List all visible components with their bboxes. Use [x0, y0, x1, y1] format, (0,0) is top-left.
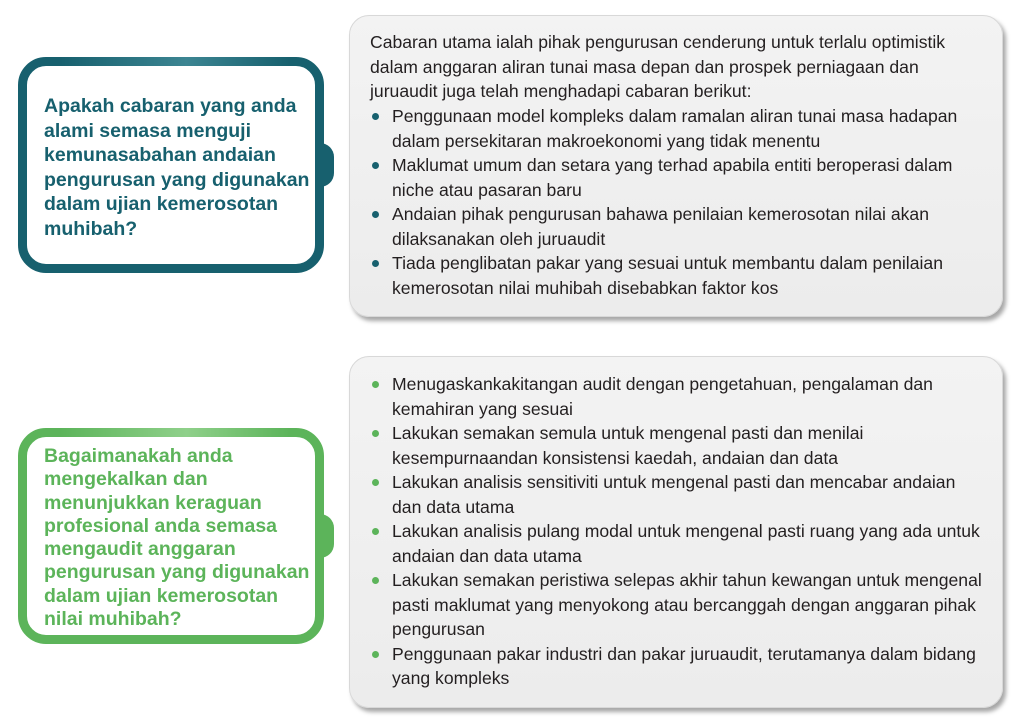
question-box-connector — [320, 514, 334, 558]
list-item: Penggunaan model kompleks dalam ramalan aliran tunai masa hadapan dalam persekitaran makroekonomi yang tidak menentu — [370, 104, 986, 153]
question-box-challenges — [18, 57, 324, 273]
question-challenges: Apakah cabaran yang anda alami semasa menguji kemunasabahan andaian pengurusan yang digunakan dalam ujian kemerosotan muhibah? — [44, 95, 310, 240]
bullet-icon — [372, 162, 379, 169]
list-item: Lakukan semakan peristiwa selepas akhir tahun kewangan untuk mengenal pasti maklumat yang menyokong atau bercanggah dengan anggaran pihak pengurusan — [370, 568, 986, 642]
question-box-highlight — [60, 57, 290, 66]
bullet-icon — [372, 260, 379, 267]
bullet-icon — [372, 479, 379, 486]
answer-intro: Cabaran utama ialah pihak pengurusan cenderung untuk terlalu optimistik dalam anggaran aliran tunai masa depan dan prospek perniagaan dan juruaudit juga telah menghadapi cabaran berikut: — [370, 32, 946, 101]
bullet-icon — [372, 651, 379, 658]
list-item: Menugaskankakitangan audit dengan pengetahuan, pengalaman dan kemahiran yang sesuai — [370, 372, 986, 421]
bullet-icon — [372, 381, 379, 388]
bullet-icon — [372, 430, 379, 437]
bullet-icon — [372, 577, 379, 584]
list-item: Lakukan analisis pulang modal untuk mengenal pasti ruang yang ada untuk andaian dan data utama — [370, 519, 986, 568]
list-item: Lakukan analisis sensitiviti untuk mengenal pasti dan mencabar andaian dan data utama — [370, 470, 986, 519]
list-item: Andaian pihak pengurusan bahawa penilaian kemerosotan nilai akan dilaksanakan oleh juruaudit — [370, 202, 986, 251]
question-skepticism: Bagaimanakah anda mengekalkan dan menunjukkan keraguan profesional anda semasa mengaudit anggaran pengurusan yang digunakan dalam ujian kemerosotan nilai muhibah? — [44, 445, 310, 631]
bullet-icon — [372, 211, 379, 218]
answer-box-challenges — [349, 15, 1003, 317]
list-item: Penggunaan pakar industri dan pakar juruaudit, terutamanya dalam bidang yang kompleks — [370, 642, 986, 691]
bullet-icon — [372, 528, 379, 535]
bullet-icon — [372, 113, 379, 120]
question-box-highlight — [60, 428, 290, 437]
answer-box-skepticism — [349, 356, 1003, 708]
list-item: Maklumat umum dan setara yang terhad apabila entiti beroperasi dalam niche atau pasaran baru — [370, 153, 986, 202]
question-box-skepticism — [18, 428, 324, 644]
list-item: Lakukan semakan semula untuk mengenal pasti dan menilai kesempurnaandan konsistensi kaedah, andaian dan data — [370, 421, 986, 470]
question-box-connector — [320, 143, 334, 187]
challenges-list — [370, 104, 986, 300]
list-item: Tiada penglibatan pakar yang sesuai untuk membantu dalam penilaian kemerosotan nilai muhibah disebabkan faktor kos — [370, 251, 986, 300]
skepticism-list — [370, 372, 986, 691]
